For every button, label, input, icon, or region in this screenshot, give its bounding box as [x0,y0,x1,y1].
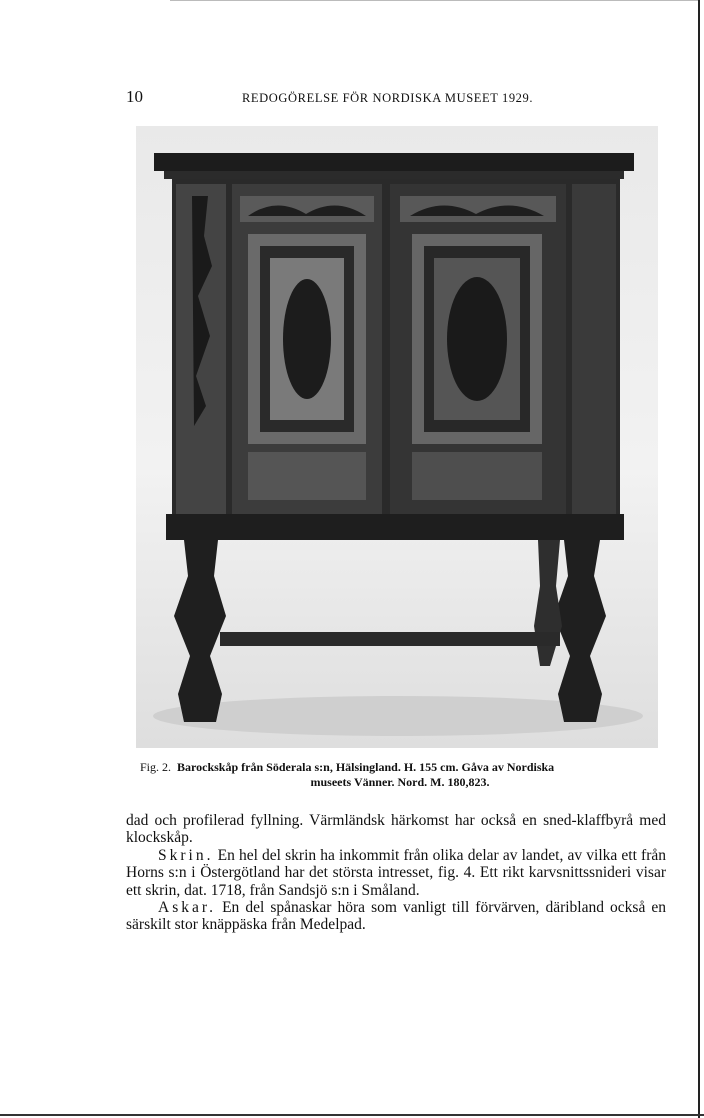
right-pilaster [572,184,616,514]
paragraph-2-title: Skrin. [158,846,214,864]
running-head [126,87,666,111]
front-right-leg [554,540,606,722]
cabinet-base-rail [166,514,624,540]
figure-photo-baroque-cabinet [136,126,658,748]
page-top-edge [170,0,700,1]
right-door-oval-panel [447,277,507,401]
back-right-leg [534,540,562,666]
page-right-edge [698,0,700,1118]
journal-title: REDOGÖRELSE FÖR NORDISKA MUSEET 1929. [242,91,534,105]
front-left-leg [174,540,226,722]
paragraph-2-text: En hel del skrin ha inkommit från olika delar av landet, av vilka ett från Horns s:n i Östergötland har det största intresset, fig. 4. Ett rikt karvsnittssnideri visar ett skrin, dat. 1718, från Sandsjö s:n i Småland. [126,846,666,899]
left-door-oval-panel [283,279,331,399]
left-door-crest [240,196,374,222]
figure-label: Fig. 2. [140,760,172,774]
page-bottom-edge [0,1114,704,1116]
right-door-lower-panel [412,452,542,500]
cabinet-cornice [154,153,634,171]
figure-caption [140,760,660,790]
paragraph-3 [126,899,666,934]
paragraph-3-title: Askar. [158,899,217,917]
page-number: 10 [126,87,143,106]
body-text [126,812,666,934]
baroque-cabinet-illustration [136,126,658,748]
right-door-crest [400,196,556,222]
cornice-molding [164,171,624,179]
paragraph-1: dad och profilerad fyllning. Värmländsk härkomst har också en sned-klaffbyrå med klockskåp. [126,812,666,847]
caption-line-2: museets Vänner. Nord. M. 180,823. [310,775,490,789]
left-door-lower-panel [248,452,366,500]
caption-text-1: Barockskåp från Söderala s:n, Hälsingland. H. 155 cm. Gåva av Nordiska [177,760,555,774]
caption-line-1 [140,760,660,775]
paragraph-3-text: En del spånaskar höra som vanligt till förvärven, däribland också en särskilt stor knäppäska från Medelpad. [126,899,666,934]
paragraph-2 [126,847,666,899]
leg-stretcher [220,632,560,646]
